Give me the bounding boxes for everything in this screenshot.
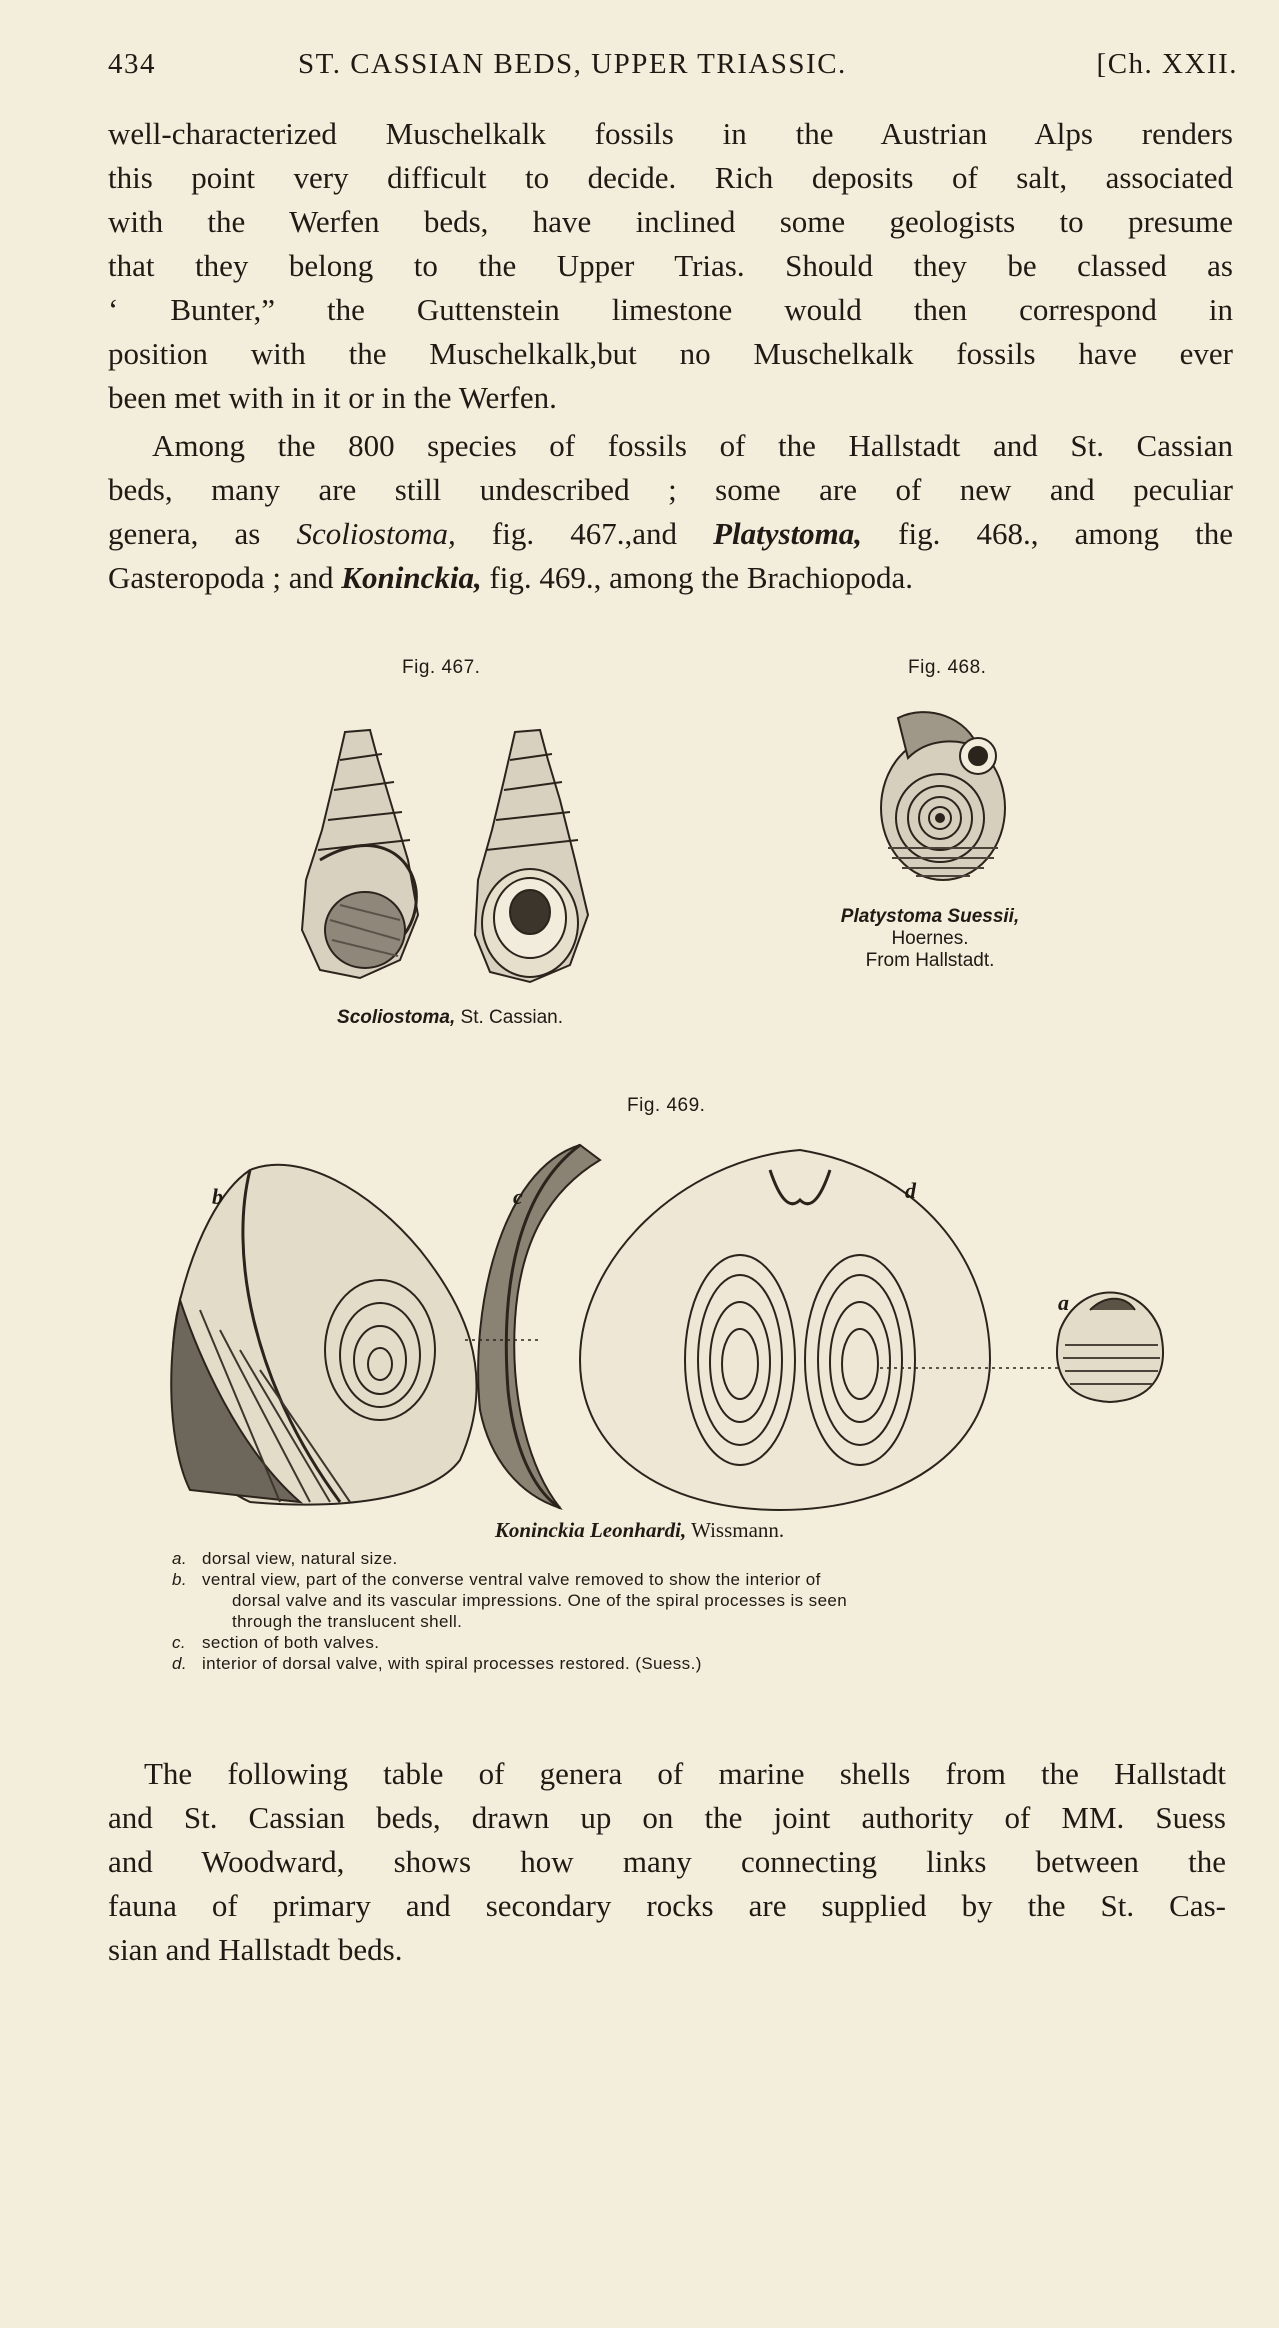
fig468-author: Hoernes.: [891, 928, 969, 949]
letter-b: b: [212, 1184, 224, 1209]
fig468-locality: From Hallstadt.: [865, 950, 995, 971]
text-run: fig. 469., among the Brachiopoda.: [481, 560, 914, 595]
text-run: Gasteropoda ; and: [108, 560, 342, 595]
fig469-species: Koninckia Leonhardi,: [494, 1518, 687, 1542]
text-line: that they belong to the Upper Trias. Should they be classed as: [108, 248, 1233, 283]
text-line: well-characterized Muschelkalk fossils in the Austrian Alps renders: [108, 116, 1233, 151]
letter-d: d: [905, 1178, 917, 1203]
note-b: b. ventral view, part of the converse ventral valve removed to show the interior of: [172, 1570, 821, 1589]
page-number: 434: [108, 48, 156, 80]
text-line: [108, 556, 1233, 600]
note-a: a. dorsal view, natural size.: [172, 1549, 398, 1568]
text-line: been met with in it or in the Werfen.: [108, 380, 557, 415]
paragraph-table-intro: [108, 1752, 1226, 1972]
scoliostoma-illustration: [290, 720, 620, 990]
paragraph-fossils: [108, 424, 1233, 600]
fig469-caption: [0, 1518, 1279, 1543]
note-b-cont: through the translucent shell.: [232, 1612, 463, 1631]
note-c: c. section of both valves.: [172, 1633, 380, 1652]
fig469-author: Wissmann.: [686, 1518, 785, 1542]
text-line: [108, 512, 1233, 556]
fig467-locality: St. Cassian.: [455, 1007, 563, 1028]
note-d: d. interior of dorsal valve, with spiral processes restored. (Suess.): [172, 1654, 702, 1673]
fig467-caption: [300, 1007, 600, 1029]
note-b-cont: dorsal valve and its vascular impressions. One of the spiral processes is seen: [232, 1591, 848, 1610]
genus-scoliostoma: Scoliostoma,: [296, 516, 456, 551]
text-run: fig. 468., among the: [862, 516, 1233, 551]
fig468-label: Fig. 468.: [908, 657, 987, 678]
text-run: fig. 467.,and: [455, 516, 714, 551]
text-line: fauna of primary and secondary rocks are supplied by the St. Cas-: [108, 1888, 1226, 1923]
text-line: beds, many are still undescribed ; some are of new and peculiar: [108, 472, 1233, 507]
text-line: this point very difficult to decide. Rich deposits of salt, associated: [108, 160, 1233, 195]
text-line: sian and Hallstadt beds.: [108, 1932, 403, 1967]
koninckia-illustration: [160, 1130, 1190, 1515]
text-run: genera, as: [108, 516, 297, 551]
letter-a: a: [1058, 1290, 1070, 1315]
fig467-genus: Scoliostoma,: [337, 1007, 456, 1028]
text-line: with the Werfen beds, have inclined some geologists to presume: [108, 204, 1233, 239]
fig469-notes: [172, 1548, 1172, 1674]
genus-platystoma: Platystoma,: [713, 516, 863, 551]
text-line: position with the Muschelkalk,but no Muschelkalk fossils have ever: [108, 336, 1233, 371]
fig467-label: Fig. 467.: [402, 657, 481, 678]
text-line: Among the 800 species of fossils of the Hallstadt and St. Cassian: [152, 428, 1233, 463]
fig468-caption: [810, 906, 1050, 972]
text-line: The following table of genera of marine shells from the Hallstadt: [144, 1756, 1226, 1791]
genus-koninckia: Koninckia,: [341, 560, 482, 595]
text-line: and Woodward, shows how many connecting links between the: [108, 1844, 1226, 1879]
platystoma-illustration: [868, 708, 1018, 883]
running-title: ST. CASSIAN BEDS, UPPER TRIASSIC.: [298, 48, 847, 80]
fig469-label: Fig. 469.: [627, 1095, 706, 1116]
text-line: and St. Cassian beds, drawn up on the joint authority of MM. Suess: [108, 1800, 1226, 1835]
chapter-label: [Ch. XXII.: [1096, 48, 1238, 80]
text-line: ‘ Bunter,” the Guttenstein limestone would then correspond in: [108, 292, 1233, 327]
paragraph-continuation: [108, 112, 1233, 420]
fig468-species: Platystoma Suessii,: [840, 906, 1020, 927]
running-header: [108, 48, 1238, 88]
letter-c: c: [513, 1184, 524, 1209]
